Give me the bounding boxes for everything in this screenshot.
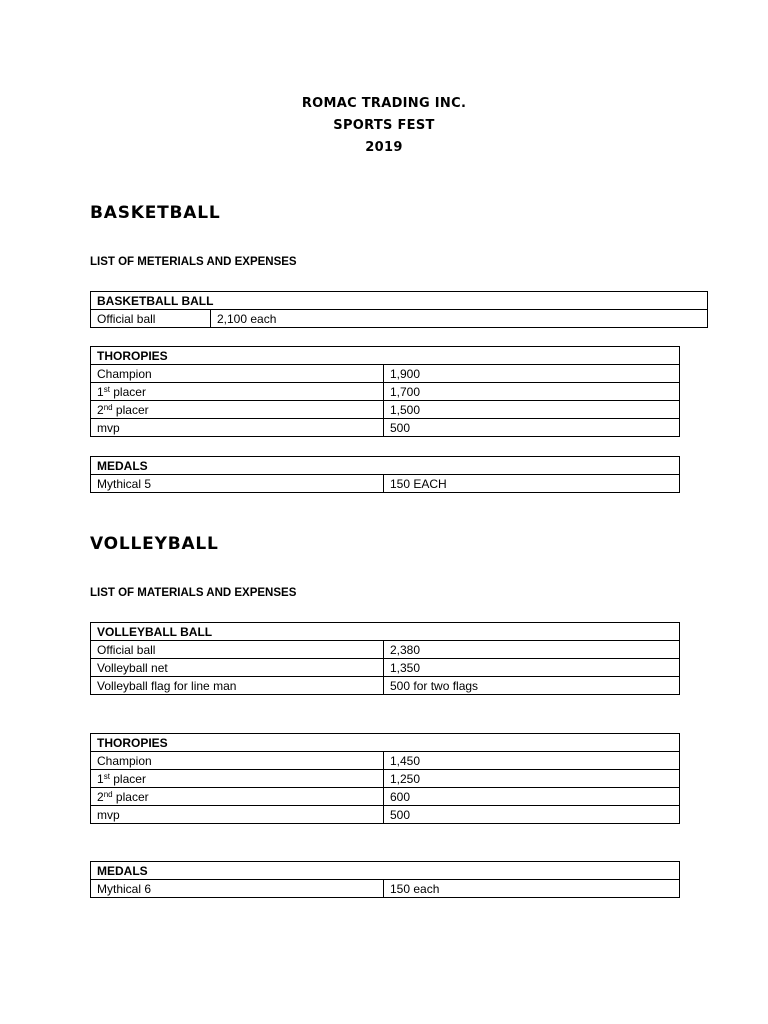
volleyball-trophies-table — [90, 733, 680, 824]
value-cell: 500 — [384, 806, 680, 824]
table-header-row — [91, 292, 708, 310]
table-header-row — [91, 734, 680, 752]
table-row — [91, 401, 680, 419]
value-cell: 500 — [384, 419, 680, 437]
value-cell: 600 — [384, 788, 680, 806]
table-header-cell: BASKETBALL BALL — [91, 292, 708, 310]
basketball-subheading: LIST OF METERIALS AND EXPENSES — [90, 256, 297, 268]
item-cell: Official ball — [91, 641, 384, 659]
value-cell: 1,700 — [384, 383, 680, 401]
table-row — [91, 677, 680, 695]
basketball-medals-table — [90, 456, 680, 493]
table-header-row — [91, 862, 680, 880]
ordinal-number: 1 — [97, 771, 104, 786]
table-row — [91, 365, 680, 383]
item-cell: Champion — [91, 752, 384, 770]
item-cell: mvp — [91, 419, 384, 437]
item-text: placer — [112, 402, 149, 417]
volleyball-ball-table — [90, 622, 680, 695]
value-cell: 2,100 each — [211, 310, 708, 328]
table-row — [91, 383, 680, 401]
table-header-cell: THOROPIES — [91, 734, 680, 752]
table-header-row — [91, 457, 680, 475]
value-cell: 2,380 — [384, 641, 680, 659]
value-cell: 1,350 — [384, 659, 680, 677]
item-cell — [91, 788, 384, 806]
value-cell: 1,250 — [384, 770, 680, 788]
value-cell: 150 each — [384, 880, 680, 898]
table-header-cell: MEDALS — [91, 457, 680, 475]
table-header-cell: MEDALS — [91, 862, 680, 880]
event-title: SPORTS FEST — [333, 118, 435, 133]
basketball-ball-table — [90, 291, 708, 328]
item-cell: Volleyball flag for line man — [91, 677, 384, 695]
value-cell: 1,500 — [384, 401, 680, 419]
item-cell: Volleyball net — [91, 659, 384, 677]
ordinal-suffix: nd — [103, 789, 113, 799]
ordinal-suffix: st — [103, 384, 110, 394]
table-header-row — [91, 623, 680, 641]
item-cell: Mythical 6 — [91, 880, 384, 898]
item-text: placer — [109, 384, 146, 399]
table-row — [91, 641, 680, 659]
volleyball-medals-table — [90, 861, 680, 898]
item-cell: Official ball — [91, 310, 211, 328]
table-row — [91, 770, 680, 788]
table-row — [91, 659, 680, 677]
volleyball-heading: VOLLEYBALL — [90, 534, 219, 554]
value-cell: 500 for two flags — [384, 677, 680, 695]
table-header-cell: VOLLEYBALL BALL — [91, 623, 680, 641]
table-row — [91, 880, 680, 898]
company-title: ROMAC TRADING INC. — [301, 96, 467, 111]
item-text: placer — [109, 771, 146, 786]
basketball-trophies-table — [90, 346, 680, 437]
table-header-cell: THOROPIES — [91, 347, 680, 365]
volleyball-subheading: LIST OF MATERIALS AND EXPENSES — [90, 587, 297, 599]
value-cell: 1,450 — [384, 752, 680, 770]
table-row — [91, 752, 680, 770]
item-cell — [91, 770, 384, 788]
table-row — [91, 788, 680, 806]
table-row — [91, 806, 680, 824]
item-cell: Mythical 5 — [91, 475, 384, 493]
value-cell: 1,900 — [384, 365, 680, 383]
value-cell: 150 EACH — [384, 475, 680, 493]
item-cell: Champion — [91, 365, 384, 383]
ordinal-number: 2 — [97, 789, 104, 804]
ordinal-suffix: st — [103, 771, 110, 781]
ordinal-number: 2 — [97, 402, 104, 417]
table-row — [91, 310, 708, 328]
item-cell — [91, 401, 384, 419]
basketball-heading: BASKETBALL — [90, 203, 221, 223]
event-year: 2019 — [365, 140, 403, 155]
ordinal-number: 1 — [97, 384, 104, 399]
item-cell: mvp — [91, 806, 384, 824]
table-row — [91, 419, 680, 437]
table-row — [91, 475, 680, 493]
item-text: placer — [112, 789, 149, 804]
item-cell — [91, 383, 384, 401]
table-header-row — [91, 347, 680, 365]
ordinal-suffix: nd — [103, 402, 113, 412]
